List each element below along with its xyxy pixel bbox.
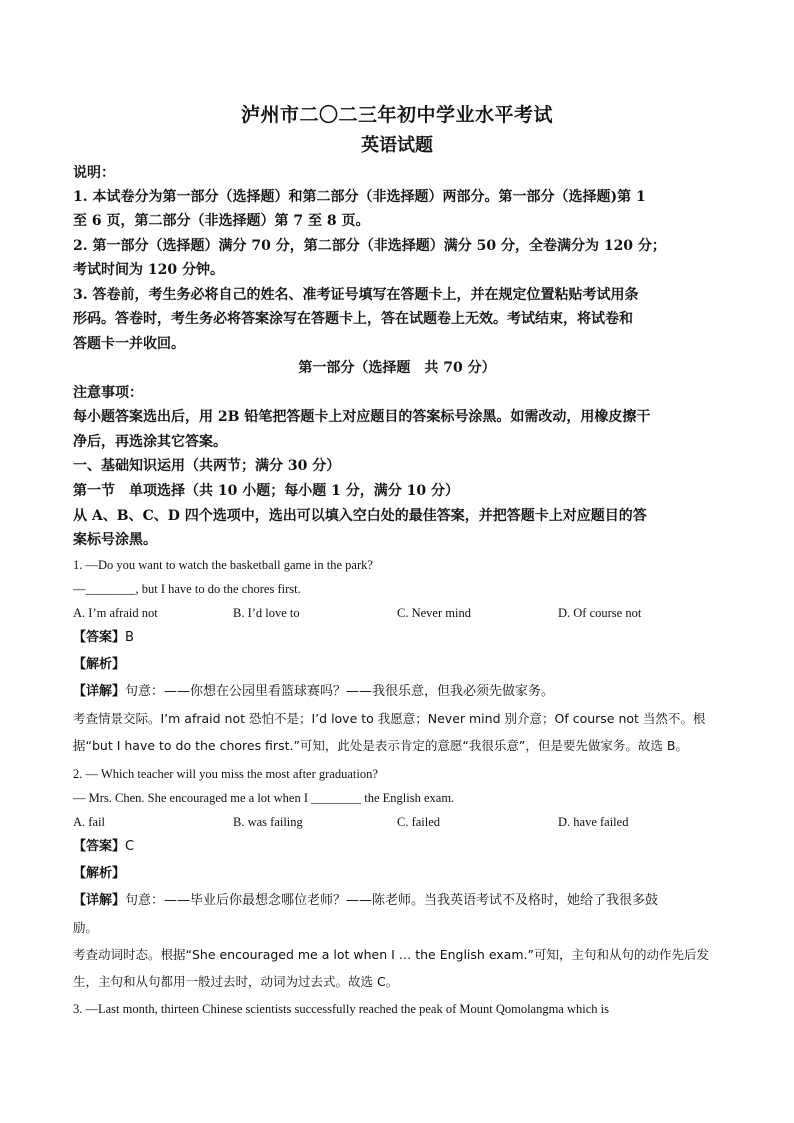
answer-value: B (125, 630, 134, 645)
notice-line: 净后，再选涂其它答案。 (73, 434, 227, 450)
option-c: C. Never mind (397, 606, 471, 620)
option-b: B. I’d love to (233, 606, 300, 620)
detail-line: 考查情景交际。I’m afraid not 恐怕不是；I’d love to 我愿意；Never mind 别介意；Of course not 当然不。根 (73, 711, 706, 726)
option-a: A. fail (73, 815, 105, 829)
detail-line: 生，主句和从句都用一般过去时，动词为过去式。故选 C。 (73, 974, 399, 989)
intro-line: 3. 答卷前，考生务必将自己的姓名、准考证号填写在答题卡上，并在规定位置粘贴考试用条 (73, 287, 639, 303)
option-c: C. failed (397, 815, 441, 829)
intro-line: 考试时间为 120 分钟。 (73, 262, 224, 278)
answer-line (73, 838, 134, 856)
answer-line (73, 629, 134, 647)
question-1-stem: —________, but I have to do the chores first. (73, 582, 301, 596)
option-a: A. I’m afraid not (73, 606, 158, 620)
question-2-stem: — Mrs. Chen. She encouraged me a lot when I ________ the English exam. (73, 791, 455, 805)
detail-line: 励。 (73, 920, 99, 935)
detail-label: 【详解】 (73, 684, 126, 699)
analysis-label-text: 【解析】 (73, 866, 126, 881)
option-d: D. Of course not (558, 606, 642, 620)
intro-line: 形码。答卷时，考生务必将答案涂写在答题卡上，答在试题卷上无效。考试结束，将试卷和 (73, 311, 633, 327)
detail-line (73, 892, 658, 910)
answer-value: C (125, 839, 135, 854)
instruction-line: 案标号涂黑。 (73, 532, 157, 548)
intro-line: 答题卡一并收回。 (73, 336, 185, 352)
intro-line: 1. 本试卷分为第一部分（选择题）和第二部分（非选择题）两部分。第一部分（选择题)第 1 (73, 189, 646, 205)
answer-label: 【答案】 (73, 630, 126, 645)
detail-text: 句意：——毕业后你最想念哪位老师？——陈老师。当我英语考试不及格时，她给了我很多鼓 (125, 893, 659, 908)
detail-label: 【详解】 (73, 893, 126, 908)
intro-label: 说明： (73, 165, 115, 181)
page-subtitle: 英语试题 (361, 135, 433, 156)
option-d: D. have failed (558, 815, 629, 829)
question-2-stem: 2. — Which teacher will you miss the most after graduation? (73, 767, 378, 781)
analysis-label-text: 【解析】 (73, 657, 126, 672)
part1-heading: 第一部分（选择题 共 70 分） (298, 360, 496, 376)
question-1-stem: 1. —Do you want to watch the basketball game in the park? (73, 558, 373, 572)
detail-line: 考查动词时态。根据“She encouraged me a lot when I … the English exam.”可知，主句和从句的动作先后发 (73, 947, 709, 962)
question-3-stem: 3. —Last month, thirteen Chinese scientists successfully reached the peak of Mount Qomolangma which is (73, 1002, 609, 1016)
page-title: 泸州市二〇二三年初中学业水平考试 (240, 104, 553, 126)
instruction-line: 从 A、B、C、D 四个选项中，选出可以填入空白处的最佳答案，并把答题卡上对应题目的答 (73, 508, 647, 524)
notice-label: 注意事项： (73, 385, 143, 401)
option-b: B. was failing (233, 815, 303, 829)
detail-line (73, 683, 554, 701)
answer-label: 【答案】 (73, 839, 126, 854)
analysis-label (73, 865, 125, 883)
section-heading: 一、基础知识运用（共两节；满分 30 分） (73, 458, 341, 474)
subsection-heading: 第一节 单项选择（共 10 小题；每小题 1 分，满分 10 分） (73, 483, 459, 499)
notice-line: 每小题答案选出后，用 2B 铅笔把答题卡上对应题目的答案标号涂黑。如需改动，用橡皮擦干 (73, 409, 651, 425)
intro-line: 2. 第一部分（选择题）满分 70 分，第二部分（非选择题）满分 50 分，全卷满分为 120 分； (73, 238, 666, 254)
detail-text: 句意：——你想在公园里看篮球赛吗？——我很乐意，但我必须先做家务。 (125, 684, 555, 699)
detail-line: 据“but I have to do the chores first.”可知，此处是表示肯定的意愿“我很乐意”，但是要先做家务。故选 B。 (73, 738, 688, 753)
intro-line: 至 6 页，第二部分（非选择题）第 7 至 8 页。 (73, 213, 370, 229)
analysis-label (73, 656, 125, 674)
